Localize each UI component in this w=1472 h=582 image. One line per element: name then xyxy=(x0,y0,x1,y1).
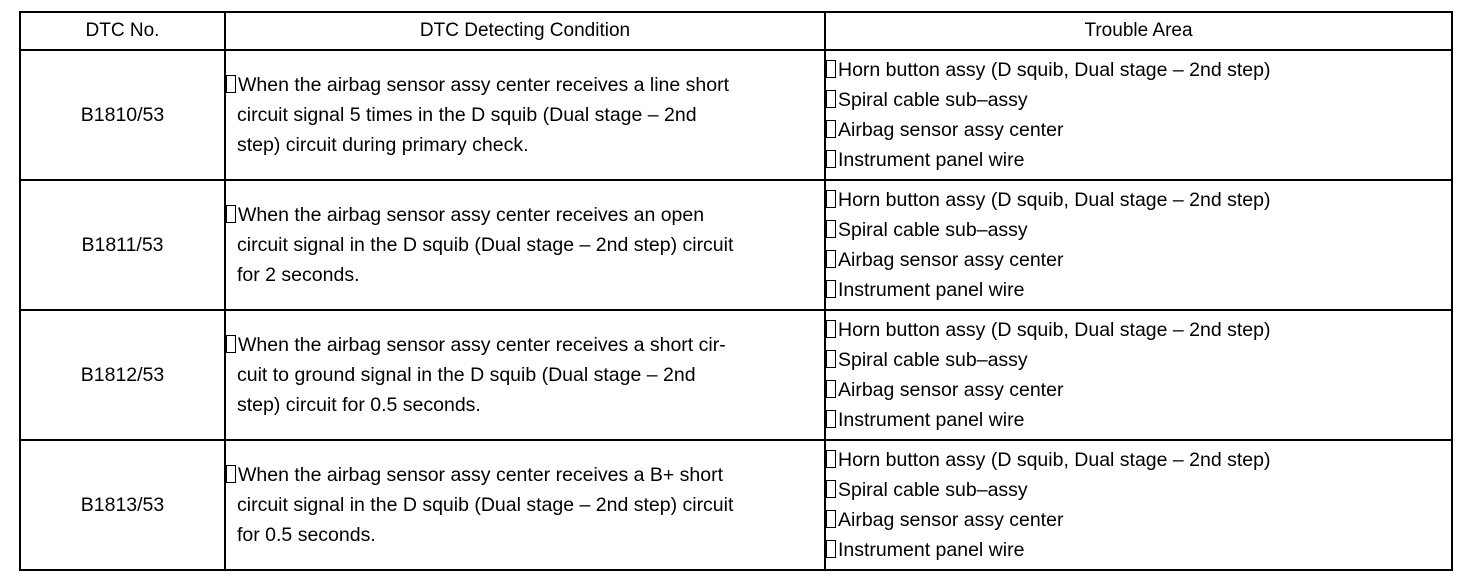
detecting-condition xyxy=(225,440,825,570)
trouble-area-item: Spiral cable sub–assy xyxy=(826,215,1451,245)
bullet-box-icon xyxy=(826,350,836,368)
condition-line: circuit signal in the D squib (Dual stage – 2nd step) circuit xyxy=(237,234,734,256)
bullet-box-icon xyxy=(826,190,836,208)
bullet-box-icon xyxy=(826,380,836,398)
bullet-box-icon xyxy=(826,510,836,528)
header-detecting-condition: DTC Detecting Condition xyxy=(225,12,825,50)
dtc-table xyxy=(19,11,1453,571)
trouble-area-item: Instrument panel wire xyxy=(826,275,1451,305)
bullet-box-icon xyxy=(826,250,836,268)
dtc-code: B1810/53 xyxy=(20,50,225,180)
dtc-code: B1811/53 xyxy=(20,180,225,310)
bullet-box-icon xyxy=(826,120,836,138)
trouble-area-item: Horn button assy (D squib, Dual stage – 2nd step) xyxy=(826,445,1451,475)
detecting-condition xyxy=(225,180,825,310)
bullet-box-icon xyxy=(226,75,236,93)
bullet-box-icon xyxy=(826,150,836,168)
trouble-area-item: Airbag sensor assy center xyxy=(826,505,1451,535)
trouble-area-item: Horn button assy (D squib, Dual stage – 2nd step) xyxy=(826,185,1451,215)
condition-line: When the airbag sensor assy center receives a short cir- xyxy=(226,330,824,360)
condition-line: When the airbag sensor assy center receives a B+ short xyxy=(226,460,824,490)
bullet-box-icon xyxy=(226,465,236,483)
bullet-box-icon xyxy=(826,410,836,428)
bullet-box-icon xyxy=(826,60,836,78)
condition-line: for 0.5 seconds. xyxy=(237,524,376,546)
trouble-area xyxy=(825,310,1452,440)
trouble-area-item: Spiral cable sub–assy xyxy=(826,345,1451,375)
condition-line: When the airbag sensor assy center receives an open xyxy=(226,200,824,230)
trouble-area-item: Horn button assy (D squib, Dual stage – 2nd step) xyxy=(826,55,1451,85)
bullet-box-icon xyxy=(826,320,836,338)
bullet-box-icon xyxy=(826,90,836,108)
trouble-area-item: Horn button assy (D squib, Dual stage – 2nd step) xyxy=(826,315,1451,345)
trouble-area-item: Spiral cable sub–assy xyxy=(826,475,1451,505)
condition-line: circuit signal 5 times in the D squib (Dual stage – 2nd xyxy=(237,104,697,126)
trouble-area-item: Airbag sensor assy center xyxy=(826,115,1451,145)
bullet-box-icon xyxy=(826,480,836,498)
trouble-area-item: Airbag sensor assy center xyxy=(826,245,1451,275)
table-row xyxy=(20,50,1452,180)
dtc-code: B1812/53 xyxy=(20,310,225,440)
trouble-area-item: Spiral cable sub–assy xyxy=(826,85,1451,115)
bullet-box-icon xyxy=(826,540,836,558)
trouble-area xyxy=(825,440,1452,570)
condition-line: step) circuit during primary check. xyxy=(237,134,529,156)
condition-line: circuit signal in the D squib (Dual stage – 2nd step) circuit xyxy=(237,494,734,516)
condition-line: step) circuit for 0.5 seconds. xyxy=(237,394,481,416)
trouble-area-item: Instrument panel wire xyxy=(826,145,1451,175)
condition-line: When the airbag sensor assy center receives a line short xyxy=(226,70,824,100)
bullet-box-icon xyxy=(226,205,236,223)
bullet-box-icon xyxy=(826,220,836,238)
detecting-condition xyxy=(225,50,825,180)
table-row xyxy=(20,180,1452,310)
trouble-area-item: Airbag sensor assy center xyxy=(826,375,1451,405)
detecting-condition xyxy=(225,310,825,440)
trouble-area xyxy=(825,180,1452,310)
trouble-area-item: Instrument panel wire xyxy=(826,535,1451,565)
dtc-code: B1813/53 xyxy=(20,440,225,570)
condition-line: cuit to ground signal in the D squib (Dual stage – 2nd xyxy=(237,364,696,386)
header-trouble-area: Trouble Area xyxy=(825,12,1452,50)
bullet-box-icon xyxy=(826,280,836,298)
trouble-area-item: Instrument panel wire xyxy=(826,405,1451,435)
table-row xyxy=(20,310,1452,440)
header-row xyxy=(20,12,1452,50)
trouble-area xyxy=(825,50,1452,180)
table-row xyxy=(20,440,1452,570)
condition-line: for 2 seconds. xyxy=(237,264,360,286)
bullet-box-icon xyxy=(826,450,836,468)
header-dtc-no: DTC No. xyxy=(20,12,225,50)
bullet-box-icon xyxy=(226,335,236,353)
